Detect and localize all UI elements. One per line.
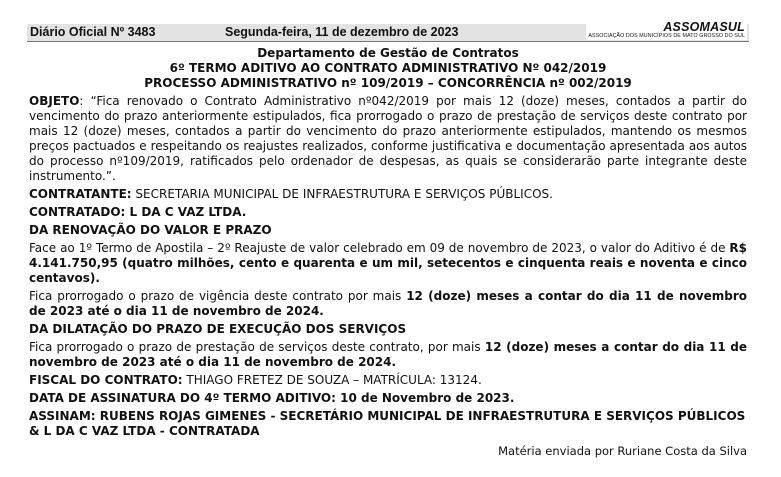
gazette-header [27,20,749,42]
vigencia-text: Fica prorrogado o prazo de vigência deste contrato por mais [29,289,407,303]
dilatacao-heading [29,322,747,337]
process-subtitle: PROCESSO ADMINISTRATIVO nº 109/2019 – CONCORRÊNCIA nº 002/2019 [144,76,632,90]
assomasul-logo [586,21,747,40]
dilatacao-heading-text: DA DILATAÇÃO DO PRAZO DE EXECUÇÃO DOS SERVIÇOS [29,322,407,336]
objeto-text: : “Fica renovado o Contrato Administrativo nº042/2019 por mais 12 (doze) meses, contados a partir do vencimento do prazo anteriormente estipulados, fica prorrogado o prazo de prestação de serviços deste contrato por mais 12 (doze) meses, contados a partir do vencimento do prazo anteriormente estipulados, mantendo os mesmos preços pactuados e respeitando os reajustes realizados, conforme justificativa e documentação apresentada aos autos do processo nº109/2019, ratificados pelo ordenador de despesas, as quais se considerarão parte integrante deste instrumento.”. [29,94,747,183]
fiscal-label: FISCAL DO CONTRATO: [29,373,183,387]
document-body [29,46,747,459]
renovacao-paragraph [29,241,747,286]
dilatacao-paragraph [29,340,747,370]
vigencia-paragraph [29,289,747,319]
renovacao-heading [29,223,747,238]
dilatacao-text: Fica prorrogado o prazo de prestação de serviços deste contrato, por mais [29,340,485,354]
assinatura-text: DATA DE ASSINATURA DO 4º TERMO ADITIVO: 10 de Novembro de 2023. [29,391,515,405]
fiscal-line [29,373,747,388]
assinam-text: ASSINAM: RUBENS ROJAS GIMENES - SECRETÁRIO MUNICIPAL DE INFRAESTRUTURA E SERVIÇOS PÚBLICOS & L DA C VAZ LTDA - CONTRATADA [29,409,746,438]
assinam-line [29,409,747,439]
assinatura-line [29,391,747,406]
document-title: 6º TERMO ADITIVO AO CONTRATO ADMINISTRATIVO Nº 042/2019 [169,61,607,75]
renovacao-heading-text: DA RENOVAÇÃO DO VALOR E PRAZO [29,223,272,237]
contratante-label: CONTRATANTE: [29,187,132,201]
contratante-line [29,187,747,202]
department-heading: Departamento de Gestão de Contratos [257,46,519,60]
brand-name: ASSOMASUL [663,20,745,34]
gazette-date: Segunda-feira, 11 de dezembro de 2023 [225,25,459,39]
dilatacao-period: 12 (doze) meses a contar do dia 11 de novembro de 2023 até o dia 11 de novembro de 2024. [29,340,747,369]
objeto-label: OBJETO [29,94,80,108]
renovacao-text: Face ao 1º Termo de Apostila – 2º Reajuste de valor celebrado em 09 de novembro de 2023, o valor do Aditivo é de [29,241,730,255]
brand-subtitle: ASSOCIAÇÃO DOS MUNICÍPIOS DE MATO GROSSO DO SUL [588,33,745,39]
contratado-text: CONTRATADO: L DA C VAZ LTDA. [29,205,247,219]
contratante-value: SECRETARIA MUNICIPAL DE INFRAESTRUTURA E SERVIÇOS PÚBLICOS. [131,187,553,201]
footer-credit: Matéria enviada por Ruriane Costa da Silva [498,444,747,458]
vigencia-period: 12 (doze) meses a contar do dia 11 de novembro de 2023 até o dia 11 de novembro de 2024. [29,289,747,318]
fiscal-value: THIAGO FRETEZ DE SOUZA – MATRÍCULA: 13124. [182,373,482,387]
objeto-paragraph [29,94,747,184]
gazette-number: Diário Oficial Nº 3483 [30,25,156,39]
contratado-line [29,205,747,220]
renovacao-value: R$ 4.141.750,95 (quatro milhões, cento e quarenta e um mil, setecentos e cinquenta reais e noventa e cinco centavos). [29,241,747,285]
